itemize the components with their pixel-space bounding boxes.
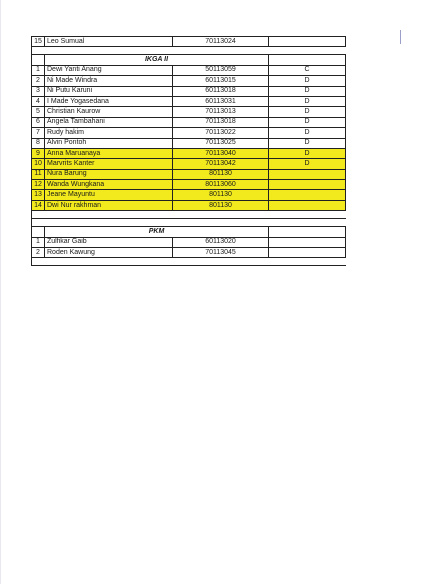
table-row <box>32 86 346 96</box>
student-name: Ni Made Windra <box>45 76 173 86</box>
student-id: 70113042 <box>173 159 269 169</box>
grade-cell: D <box>269 159 346 169</box>
scan-mark <box>400 30 401 44</box>
student-name: Jeane Mayuntu <box>45 190 173 200</box>
row-number: 11 <box>32 169 45 179</box>
table-row <box>32 159 346 169</box>
grade-cell <box>269 200 346 210</box>
grade-cell <box>269 248 346 258</box>
table-row <box>32 169 346 179</box>
student-name: Dewi Yanti Anang <box>45 65 173 75</box>
student-name: Alvin Pontoh <box>45 138 173 148</box>
table-row <box>32 76 346 86</box>
section-title-pkm: PKM <box>45 227 269 237</box>
row-number: 9 <box>32 148 45 158</box>
student-name: Ni Putu Karuni <box>45 86 173 96</box>
row-number: 5 <box>32 107 45 117</box>
student-id: 60113020 <box>173 237 269 247</box>
table-row <box>32 248 346 258</box>
table-row <box>32 200 346 210</box>
grade-cell: C <box>269 65 346 75</box>
grade-cell <box>269 180 346 190</box>
student-id: 70113040 <box>173 148 269 158</box>
row-number: 8 <box>32 138 45 148</box>
student-name: Roden Kawung <box>45 248 173 258</box>
row-number: 2 <box>32 248 45 258</box>
grade-cell: D <box>269 148 346 158</box>
student-name: I Made Yogasedana <box>45 96 173 106</box>
spacer-row <box>32 47 346 55</box>
table-row <box>32 107 346 117</box>
grade-table <box>31 36 346 266</box>
student-id: 70113024 <box>173 37 269 47</box>
student-name: Dwi Nur rakhman <box>45 200 173 210</box>
student-name: Rudy hakim <box>45 128 173 138</box>
row-number: 6 <box>32 117 45 127</box>
spacer-row <box>32 258 346 266</box>
row-number: 4 <box>32 96 45 106</box>
student-name: Anna Maruanaya <box>45 148 173 158</box>
student-id: 70113018 <box>173 117 269 127</box>
student-id: 70113045 <box>173 248 269 258</box>
grade-cell: D <box>269 138 346 148</box>
student-id: 50113059 <box>173 65 269 75</box>
student-id: 70113025 <box>173 138 269 148</box>
spacer-row <box>32 211 346 219</box>
student-name: Wanda Wungkana <box>45 180 173 190</box>
student-name: Leo Sumual <box>45 37 173 47</box>
row-number: 2 <box>32 76 45 86</box>
table-row <box>32 65 346 75</box>
table-row <box>32 37 346 47</box>
table-row <box>32 237 346 247</box>
row-number: 12 <box>32 180 45 190</box>
table-row <box>32 96 346 106</box>
student-name: Angela Tambahani <box>45 117 173 127</box>
student-id: 60113018 <box>173 86 269 96</box>
student-id: 801130 <box>173 190 269 200</box>
grade-cell <box>269 190 346 200</box>
grade-cell: D <box>269 107 346 117</box>
student-id: 70113022 <box>173 128 269 138</box>
student-id: 60113031 <box>173 96 269 106</box>
grade-cell: D <box>269 76 346 86</box>
student-id: 80113060 <box>173 180 269 190</box>
row-number: 7 <box>32 128 45 138</box>
student-id: 801130 <box>173 169 269 179</box>
grade-cell <box>269 169 346 179</box>
table-row <box>32 190 346 200</box>
row-number: 15 <box>32 37 45 47</box>
row-number: 1 <box>32 65 45 75</box>
grade-cell: D <box>269 117 346 127</box>
student-id: 60113015 <box>173 76 269 86</box>
student-name: Christian Kaurow <box>45 107 173 117</box>
table-row <box>32 138 346 148</box>
row-number: 10 <box>32 159 45 169</box>
spacer-row <box>32 219 346 227</box>
grade-table-body <box>32 37 346 266</box>
section-header-row <box>32 55 346 65</box>
row-number: 3 <box>32 86 45 96</box>
grade-cell: D <box>269 86 346 96</box>
row-number: 1 <box>32 237 45 247</box>
grade-cell <box>269 37 346 47</box>
student-name: Nura Barung <box>45 169 173 179</box>
grade-cell: D <box>269 128 346 138</box>
table-row <box>32 128 346 138</box>
student-name: Marvrits Kanter <box>45 159 173 169</box>
student-id: 801130 <box>173 200 269 210</box>
row-number: 13 <box>32 190 45 200</box>
table-row <box>32 148 346 158</box>
student-name: Zulfikar Gaib <box>45 237 173 247</box>
grade-cell: D <box>269 96 346 106</box>
table-row <box>32 180 346 190</box>
section-header-row <box>32 227 346 237</box>
grade-cell <box>269 237 346 247</box>
table-row <box>32 117 346 127</box>
row-number: 14 <box>32 200 45 210</box>
section-title-ikga: IKGA II <box>45 55 269 65</box>
student-id: 70113013 <box>173 107 269 117</box>
